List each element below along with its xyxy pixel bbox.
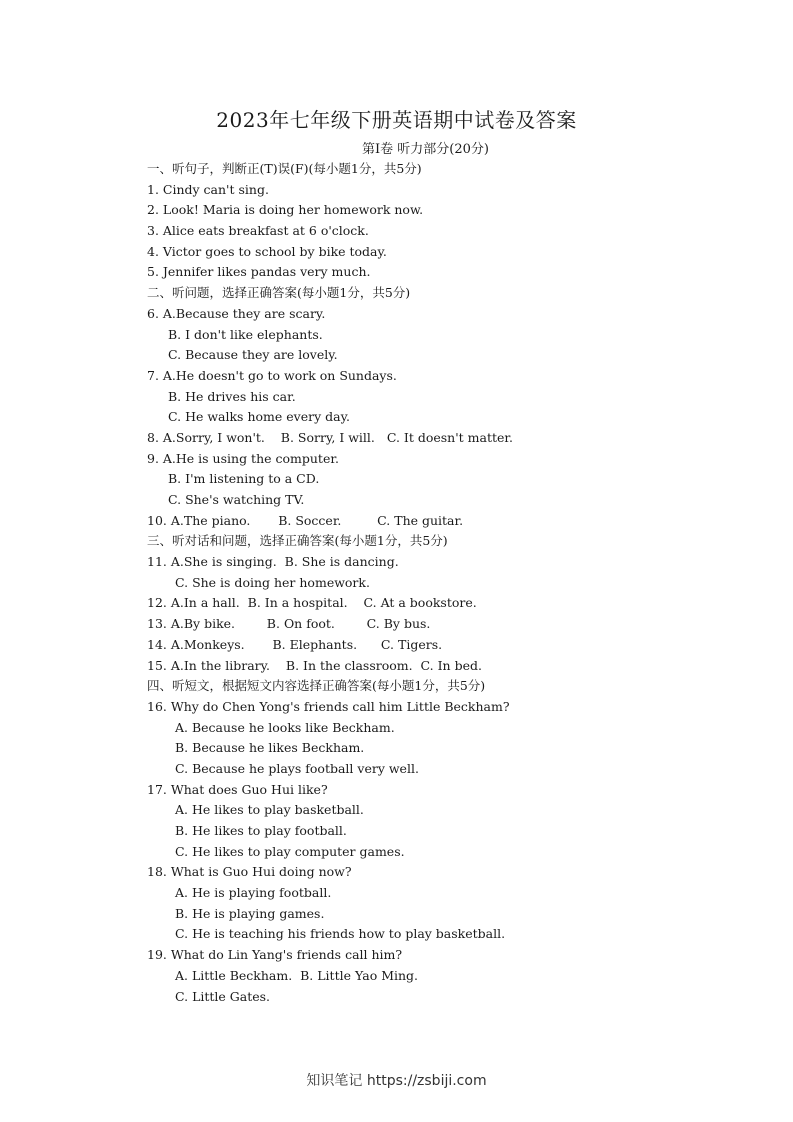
- answer-option: C. Because they are lovely.: [168, 347, 338, 363]
- question-line: 19. What do Lin Yang's friends call him?: [147, 947, 403, 963]
- question-line: 15. A.In the library. B. In the classroom. C. In bed.: [147, 657, 482, 673]
- answer-option: B. He drives his car.: [168, 388, 296, 404]
- answer-option: C. Because he plays football very well.: [175, 760, 419, 776]
- question-line: 18. What is Guo Hui doing now?: [147, 864, 352, 880]
- answer-option: C. He walks home every day.: [168, 409, 350, 425]
- answer-option: C. Little Gates.: [175, 988, 271, 1004]
- answer-option: B. He is playing games.: [175, 905, 325, 921]
- answer-option: A. He is playing football.: [175, 885, 332, 901]
- question-line: 2. Look! Maria is doing her homework now.: [147, 202, 424, 218]
- answer-option: B. Because he likes Beckham.: [175, 740, 365, 756]
- section-heading: 二、听问题，选择正确答案(每小题1分，共5分): [147, 285, 411, 301]
- section-heading: 三、听对话和问题，选择正确答案(每小题1分，共5分): [147, 533, 448, 549]
- question-line: 17. What does Guo Hui like?: [147, 781, 328, 797]
- question-line: 10. A.The piano. B. Soccer. C. The guitar.: [147, 512, 464, 528]
- answer-option: B. He likes to play football.: [175, 823, 347, 838]
- question-line: 12. A.In a hall. B. In a hospital. C. At a bookstore.: [147, 595, 477, 611]
- question-line: 4. Victor goes to school by bike today.: [147, 243, 387, 259]
- page-title: 2023年七年级下册英语期中试卷及答案: [216, 108, 577, 132]
- section-heading: 四、听短文，根据短文内容选择正确答案(每小题1分，共5分): [147, 678, 486, 694]
- question-line: 14. A.Monkeys. B. Elephants. C. Tigers.: [147, 636, 443, 652]
- answer-option: B. I don't like elephants.: [168, 326, 323, 342]
- section-heading: 一、听句子，判断正(T)误(F)(每小题1分，共5分): [147, 161, 422, 176]
- answer-option: A. Because he looks like Beckham.: [175, 719, 395, 735]
- answer-option: A. Little Beckham. B. Little Yao Ming.: [175, 967, 419, 983]
- answer-option: C. She's watching TV.: [168, 492, 305, 507]
- question-line: 13. A.By bike. B. On foot. C. By bus.: [147, 616, 431, 632]
- question-line: 8. A.Sorry, I won't. B. Sorry, I will. C. It doesn't matter.: [147, 429, 513, 445]
- question-line: 5. Jennifer likes pandas very much.: [147, 264, 371, 280]
- question-line: 3. Alice eats breakfast at 6 o'clock.: [147, 223, 369, 239]
- answer-option: A. He likes to play basketball.: [175, 802, 364, 818]
- section-subtitle: 第Ⅰ卷 听力部分(20分): [362, 142, 489, 157]
- answer-option: C. He likes to play computer games.: [175, 843, 405, 859]
- footer-watermark: 知识笔记 https://zsbiji.com: [306, 1073, 487, 1089]
- question-line: 11. A.She is singing. B. She is dancing.: [147, 554, 399, 570]
- question-line: 9. A.He is using the computer.: [147, 450, 339, 466]
- question-line: 7. A.He doesn't go to work on Sundays.: [147, 367, 397, 383]
- question-line: 16. Why do Chen Yong's friends call him Little Beckham?: [147, 698, 510, 714]
- question-list: [147, 159, 767, 1007]
- answer-option: C. He is teaching his friends how to play basketball.: [175, 926, 506, 942]
- answer-option: C. She is doing her homework.: [175, 574, 370, 590]
- question-line: 6. A.Because they are scary.: [147, 305, 326, 321]
- question-line: 1. Cindy can't sing.: [147, 181, 269, 197]
- answer-option: B. I'm listening to a CD.: [168, 471, 320, 487]
